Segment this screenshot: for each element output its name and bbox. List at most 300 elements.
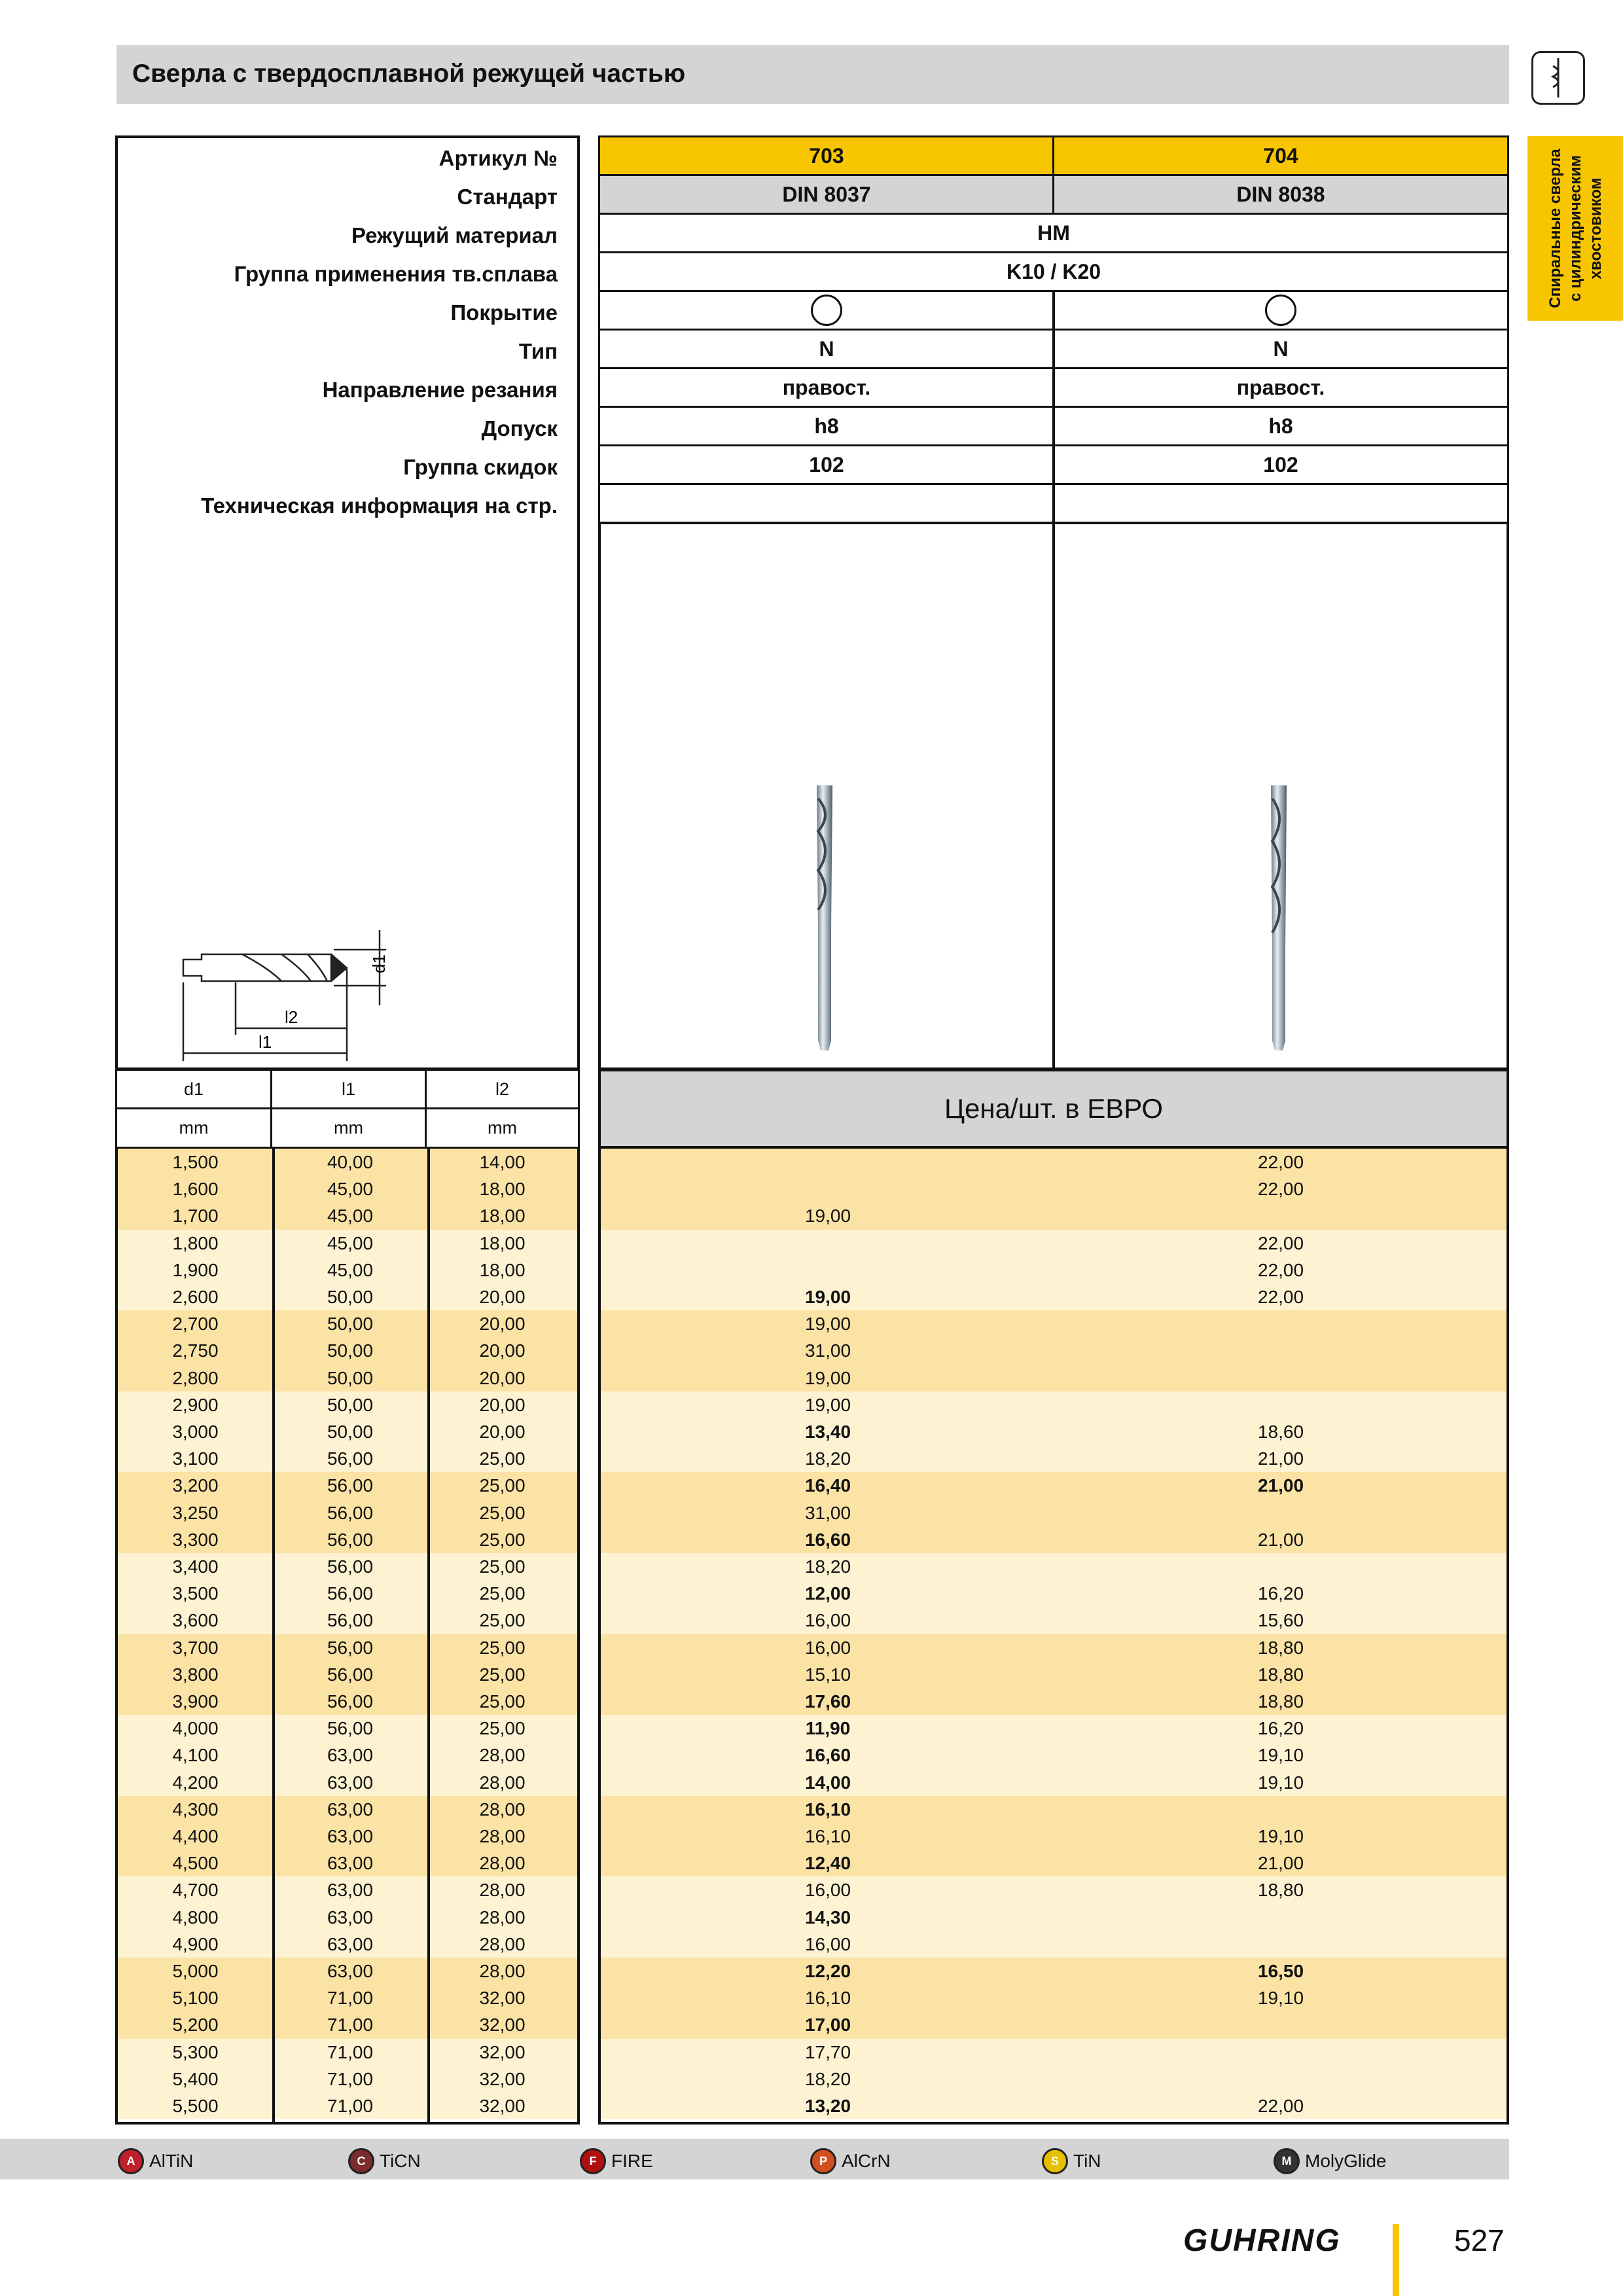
cell-l2: 32,00 — [479, 1988, 526, 2009]
cell-d1: 3,200 — [172, 1475, 219, 1496]
cell-d1: 4,700 — [172, 1880, 219, 1901]
cell-d1: 1,600 — [172, 1179, 219, 1200]
cell-d1: 2,750 — [172, 1340, 219, 1361]
cell-d1: 3,400 — [172, 1556, 219, 1577]
cell-l1: 56,00 — [327, 1664, 374, 1685]
cell-l1: 63,00 — [327, 1826, 374, 1846]
label-type: Тип — [518, 339, 558, 363]
cell-l2: 32,00 — [479, 2068, 526, 2089]
label-cutting-direction: Направление резания — [322, 378, 558, 402]
dimension-row — [118, 1472, 577, 1499]
cell-l2: 25,00 — [479, 1583, 526, 1604]
dimension-row — [118, 1418, 577, 1445]
price-703: 16,10 — [804, 1988, 851, 2009]
cell-l2: 28,00 — [479, 1745, 526, 1766]
cell-l2: 20,00 — [479, 1367, 526, 1388]
price-703: 12,20 — [804, 1961, 851, 1981]
dimension-row — [118, 1149, 577, 1175]
column-divider — [272, 1147, 275, 2122]
price-703: 14,00 — [804, 1772, 851, 1793]
price-703: 14,30 — [804, 1907, 851, 1928]
price-703: 17,60 — [804, 1691, 851, 1712]
cell-d1: 4,800 — [172, 1907, 219, 1928]
cell-l1: 56,00 — [327, 1502, 374, 1523]
cell-d1: 4,400 — [172, 1826, 219, 1846]
price-704: 21,00 — [1257, 1853, 1304, 1874]
dimension-row — [118, 2039, 577, 2066]
price-704: 22,00 — [1257, 1259, 1304, 1280]
price-row — [601, 1904, 1507, 1931]
cell-l1: 50,00 — [327, 1367, 374, 1388]
fire-coating-icon: F — [580, 2148, 606, 2174]
cell-l1: 63,00 — [327, 1772, 374, 1793]
price-703: 16,00 — [804, 1637, 851, 1658]
price-header: Цена/шт. в ЕВРО — [598, 1069, 1509, 1149]
cell-d1: 4,000 — [172, 1718, 219, 1739]
cell-l2: 25,00 — [479, 1718, 526, 1739]
dimension-row — [118, 2011, 577, 2038]
price-703: 13,20 — [804, 2096, 851, 2116]
cell-d1: 3,600 — [172, 1610, 219, 1631]
legend-label: MolyGlide — [1305, 2151, 1387, 2171]
cell-d1: 5,100 — [172, 1988, 219, 2009]
cell-d1: 3,100 — [172, 1448, 219, 1469]
tolerance-704-cell: h8 — [1052, 406, 1509, 446]
price-row — [601, 1230, 1507, 1257]
cell-l2: 18,00 — [479, 1259, 526, 1280]
type-704-cell: N — [1052, 329, 1509, 369]
cell-d1: 4,500 — [172, 1853, 219, 1874]
price-704: 18,80 — [1257, 1691, 1304, 1712]
price-703: 13,40 — [804, 1422, 851, 1442]
price-703: 31,00 — [804, 1340, 851, 1361]
brand-logo: GUHRING — [1183, 2223, 1341, 2258]
price-704: 22,00 — [1257, 1179, 1304, 1200]
cell-d1: 4,200 — [172, 1772, 219, 1793]
ticn-coating-icon: C — [348, 2148, 374, 2174]
page-header — [116, 45, 1509, 104]
price-row — [601, 1337, 1507, 1364]
col-d1-header: d1 — [115, 1069, 272, 1109]
price-row — [601, 1499, 1507, 1526]
cell-l1: 56,00 — [327, 1583, 374, 1604]
dimension-row — [118, 1931, 577, 1958]
legend-label: AlCrN — [842, 2151, 891, 2171]
legend-item — [1274, 2148, 1386, 2174]
price-704: 22,00 — [1257, 2096, 1304, 2116]
page-title: Сверла с твердосплавной режущей частью — [132, 60, 686, 88]
cell-l2: 25,00 — [479, 1637, 526, 1658]
dimension-row — [118, 1499, 577, 1526]
category-side-tab[interactable] — [1527, 136, 1623, 321]
price-703: 18,20 — [804, 2068, 851, 2089]
cell-l1: 63,00 — [327, 1745, 374, 1766]
dimension-row — [118, 1769, 577, 1796]
legend-label: TiN — [1073, 2151, 1101, 2171]
price-704: 22,00 — [1257, 1287, 1304, 1307]
dimension-row — [118, 1607, 577, 1634]
price-row — [601, 1688, 1507, 1715]
cell-l1: 50,00 — [327, 1340, 374, 1361]
dimension-row — [118, 1526, 577, 1553]
price-703: 16,00 — [804, 1610, 851, 1631]
price-703: 18,20 — [804, 1556, 851, 1577]
price-row — [601, 1445, 1507, 1472]
label-discount-group: Группа скидок — [403, 455, 558, 479]
cell-l1: 50,00 — [327, 1394, 374, 1415]
label-tolerance: Допуск — [481, 416, 558, 440]
col-d1-unit: mm — [115, 1107, 272, 1149]
legend-label: TiCN — [380, 2151, 421, 2171]
tech-info-704-cell[interactable] — [1052, 483, 1509, 524]
cell-d1: 3,300 — [172, 1529, 219, 1550]
cell-l1: 56,00 — [327, 1448, 374, 1469]
cell-d1: 1,700 — [172, 1206, 219, 1227]
cell-l2: 32,00 — [479, 2096, 526, 2116]
dimension-row — [118, 1796, 577, 1823]
price-703: 19,00 — [804, 1287, 851, 1307]
cell-l1: 56,00 — [327, 1475, 374, 1496]
dimension-row — [118, 1445, 577, 1472]
drill-704-image — [1253, 779, 1305, 1060]
price-703: 16,10 — [804, 1799, 851, 1820]
dimension-row — [118, 1310, 577, 1337]
price-704: 19,10 — [1257, 1772, 1304, 1793]
type-703-cell: N — [598, 329, 1055, 369]
price-row — [601, 1202, 1507, 1229]
cell-l2: 28,00 — [479, 1907, 526, 1928]
price-row — [601, 1391, 1507, 1418]
price-row — [601, 1149, 1507, 1175]
price-704: 18,80 — [1257, 1880, 1304, 1901]
discount-704-cell: 102 — [1052, 444, 1509, 485]
dimension-row — [118, 1742, 577, 1768]
price-704: 22,00 — [1257, 1232, 1304, 1253]
cell-l1: 45,00 — [327, 1179, 374, 1200]
cell-l1: 56,00 — [327, 1718, 374, 1739]
legend-item — [118, 2148, 193, 2174]
price-row — [601, 1526, 1507, 1553]
drill-703-image — [798, 779, 851, 1060]
price-703: 17,70 — [804, 2041, 851, 2062]
dimension-row — [118, 1823, 577, 1850]
dimension-row — [118, 1958, 577, 1984]
material-cell: HM — [598, 213, 1509, 253]
spec-labels-panel — [115, 135, 580, 1070]
price-row — [601, 1876, 1507, 1903]
legend-item — [348, 2148, 421, 2174]
cell-l1: 63,00 — [327, 1907, 374, 1928]
dim-l2-label: l2 — [285, 1007, 298, 1027]
label-coating: Покрытие — [450, 300, 558, 325]
cell-l1: 40,00 — [327, 1152, 374, 1172]
dimension-row — [118, 2092, 577, 2119]
price-704: 15,60 — [1257, 1610, 1304, 1631]
dimension-row — [118, 1715, 577, 1742]
price-703: 31,00 — [804, 1502, 851, 1523]
price-703: 17,00 — [804, 2015, 851, 2036]
price-703: 16,00 — [804, 1933, 851, 1954]
price-row — [601, 1742, 1507, 1768]
price-704: 18,60 — [1257, 1422, 1304, 1442]
cell-l1: 63,00 — [327, 1880, 374, 1901]
legend-item — [810, 2148, 891, 2174]
cell-d1: 4,300 — [172, 1799, 219, 1820]
price-row — [601, 2039, 1507, 2066]
uncoated-circle-icon — [811, 295, 842, 326]
dimension-row — [118, 1876, 577, 1903]
price-704: 16,50 — [1257, 1961, 1304, 1981]
price-703: 19,00 — [804, 1394, 851, 1415]
cell-l2: 28,00 — [479, 1880, 526, 1901]
price-row — [601, 1796, 1507, 1823]
cell-d1: 1,900 — [172, 1259, 219, 1280]
cell-l1: 71,00 — [327, 2096, 374, 2116]
dim-l1-label: l1 — [259, 1032, 272, 1052]
alcrn-coating-icon: P — [810, 2148, 836, 2174]
cell-l2: 25,00 — [479, 1610, 526, 1631]
cell-l2: 25,00 — [479, 1529, 526, 1550]
col-l2-unit: mm — [425, 1107, 580, 1149]
cell-l1: 56,00 — [327, 1556, 374, 1577]
price-row — [601, 1553, 1507, 1580]
dimension-row — [118, 1553, 577, 1580]
molyglide-coating-icon: M — [1274, 2148, 1300, 2174]
price-703: 16,60 — [804, 1745, 851, 1766]
drill-dimension-diagram — [170, 910, 537, 1067]
price-row — [601, 1310, 1507, 1337]
cell-d1: 5,200 — [172, 2015, 219, 2036]
dimension-row — [118, 2066, 577, 2092]
cell-l1: 71,00 — [327, 2068, 374, 2089]
standard-704-cell: DIN 8038 — [1052, 174, 1509, 215]
label-carbide-group: Группа применения тв.сплава — [234, 262, 558, 286]
cell-l2: 28,00 — [479, 1933, 526, 1954]
price-703: 19,00 — [804, 1314, 851, 1335]
cell-l2: 25,00 — [479, 1664, 526, 1685]
coating-704-cell — [1052, 290, 1509, 331]
column-divider — [427, 1147, 430, 2122]
price-703: 16,00 — [804, 1880, 851, 1901]
price-704: 16,20 — [1257, 1583, 1304, 1604]
cell-l1: 45,00 — [327, 1259, 374, 1280]
cell-l1: 45,00 — [327, 1232, 374, 1253]
legend-item — [1042, 2148, 1101, 2174]
price-row — [601, 1931, 1507, 1958]
price-row — [601, 2066, 1507, 2092]
cell-l2: 32,00 — [479, 2041, 526, 2062]
cell-l1: 56,00 — [327, 1529, 374, 1550]
price-704: 21,00 — [1257, 1529, 1304, 1550]
legend-label: FIRE — [611, 2151, 653, 2171]
cell-d1: 5,000 — [172, 1961, 219, 1981]
tech-info-703-cell[interactable] — [598, 483, 1055, 524]
dimension-row — [118, 1202, 577, 1229]
price-row — [601, 2092, 1507, 2119]
price-703: 18,20 — [804, 1448, 851, 1469]
cell-d1: 3,700 — [172, 1637, 219, 1658]
dimension-row — [118, 1634, 577, 1661]
cell-l1: 50,00 — [327, 1314, 374, 1335]
cell-l2: 25,00 — [479, 1448, 526, 1469]
dimension-row — [118, 1283, 577, 1310]
dimension-row — [118, 1175, 577, 1202]
price-703: 16,40 — [804, 1475, 851, 1496]
price-703: 19,00 — [804, 1367, 851, 1388]
cell-l1: 71,00 — [327, 2041, 374, 2062]
tolerance-703-cell: h8 — [598, 406, 1055, 446]
cell-d1: 4,100 — [172, 1745, 219, 1766]
cell-d1: 3,800 — [172, 1664, 219, 1685]
price-703: 15,10 — [804, 1664, 851, 1685]
price-row — [601, 1715, 1507, 1742]
legend-item — [580, 2148, 653, 2174]
dimension-row — [118, 1230, 577, 1257]
cell-d1: 2,700 — [172, 1314, 219, 1335]
article-704-cell: 704 — [1052, 135, 1509, 176]
col-l1-unit: mm — [270, 1107, 427, 1149]
price-row — [601, 1769, 1507, 1796]
dimension-row — [118, 1365, 577, 1391]
price-row — [601, 1580, 1507, 1607]
cell-d1: 3,000 — [172, 1422, 219, 1442]
price-704: 19,10 — [1257, 1988, 1304, 2009]
uncoated-circle-icon — [1265, 295, 1296, 326]
price-704: 18,80 — [1257, 1664, 1304, 1685]
cell-d1: 4,900 — [172, 1933, 219, 1954]
cell-d1: 2,800 — [172, 1367, 219, 1388]
cell-l2: 32,00 — [479, 2015, 526, 2036]
cell-d1: 5,300 — [172, 2041, 219, 2062]
cell-d1: 1,800 — [172, 1232, 219, 1253]
cell-l2: 18,00 — [479, 1179, 526, 1200]
altin-coating-icon: A — [118, 2148, 144, 2174]
cell-d1: 5,500 — [172, 2096, 219, 2116]
discount-703-cell: 102 — [598, 444, 1055, 485]
price-704: 18,80 — [1257, 1637, 1304, 1658]
side-tab-line: Спиральные сверла — [1546, 149, 1564, 308]
cell-l1: 50,00 — [327, 1422, 374, 1442]
cell-l2: 20,00 — [479, 1422, 526, 1442]
price-703: 12,00 — [804, 1583, 851, 1604]
dim-d1-label: d1 — [369, 954, 389, 973]
dimension-row — [118, 1337, 577, 1364]
side-tab-line: хвостовиком — [1586, 177, 1605, 279]
price-row — [601, 1472, 1507, 1499]
cell-l1: 63,00 — [327, 1933, 374, 1954]
price-row — [601, 1958, 1507, 1984]
price-703: 19,00 — [804, 1206, 851, 1227]
coating-703-cell — [598, 290, 1055, 331]
brand-accent-bar — [1393, 2224, 1399, 2296]
cell-l1: 71,00 — [327, 2015, 374, 2036]
dimension-row — [118, 1688, 577, 1715]
cell-l2: 25,00 — [479, 1475, 526, 1496]
price-row — [601, 1661, 1507, 1688]
cell-l2: 25,00 — [479, 1502, 526, 1523]
cell-l2: 25,00 — [479, 1556, 526, 1577]
cell-l1: 56,00 — [327, 1637, 374, 1658]
side-tab-line: с цилиндрическим — [1566, 155, 1584, 302]
dimension-row — [118, 1984, 577, 2011]
cell-l1: 45,00 — [327, 1206, 374, 1227]
label-standard: Стандарт — [457, 185, 558, 209]
price-row — [601, 2011, 1507, 2038]
price-row — [601, 1175, 1507, 1202]
cell-l2: 18,00 — [479, 1206, 526, 1227]
cell-l1: 71,00 — [327, 1988, 374, 2009]
price-row — [601, 1365, 1507, 1391]
cell-d1: 2,900 — [172, 1394, 219, 1415]
cell-l2: 25,00 — [479, 1691, 526, 1712]
carbide-group-cell: K10 / K20 — [598, 251, 1509, 292]
price-704: 21,00 — [1257, 1475, 1304, 1496]
cell-d1: 3,900 — [172, 1691, 219, 1712]
cell-d1: 2,600 — [172, 1287, 219, 1307]
cell-l1: 63,00 — [327, 1853, 374, 1874]
direction-704-cell: правост. — [1052, 367, 1509, 408]
col-l2-header: l2 — [425, 1069, 580, 1109]
cell-l2: 28,00 — [479, 1826, 526, 1846]
label-tech-info: Техническая информация на стр. — [201, 493, 558, 518]
label-article: Артикул № — [438, 146, 558, 170]
cell-l2: 20,00 — [479, 1340, 526, 1361]
price-row — [601, 1418, 1507, 1445]
cell-l2: 14,00 — [479, 1152, 526, 1172]
cell-d1: 5,400 — [172, 2068, 219, 2089]
dimension-table — [115, 1147, 580, 2125]
article-703-cell: 703 — [598, 135, 1055, 176]
cell-l2: 18,00 — [479, 1232, 526, 1253]
direction-703-cell: правост. — [598, 367, 1055, 408]
drill-category-icon — [1531, 51, 1585, 105]
standard-703-cell: DIN 8037 — [598, 174, 1055, 215]
page-number: 527 — [1454, 2223, 1505, 2257]
price-row — [601, 1257, 1507, 1283]
price-703: 11,90 — [805, 1718, 851, 1739]
price-703: 16,60 — [804, 1529, 851, 1550]
cell-d1: 3,250 — [172, 1502, 219, 1523]
dimension-row — [118, 1661, 577, 1688]
price-703: 16,10 — [804, 1826, 851, 1846]
legend-label: AlTiN — [149, 2151, 194, 2171]
cell-l1: 63,00 — [327, 1799, 374, 1820]
cell-d1: 1,500 — [172, 1152, 219, 1172]
price-row — [601, 1823, 1507, 1850]
price-row — [601, 1984, 1507, 2011]
cell-l2: 28,00 — [479, 1853, 526, 1874]
label-cutting-material: Режущий материал — [351, 223, 558, 247]
price-row — [601, 1850, 1507, 1876]
price-704: 16,20 — [1257, 1718, 1304, 1739]
cell-l1: 56,00 — [327, 1610, 374, 1631]
cell-l2: 28,00 — [479, 1772, 526, 1793]
price-704: 19,10 — [1257, 1826, 1304, 1846]
cell-l2: 20,00 — [479, 1287, 526, 1307]
dimension-row — [118, 1257, 577, 1283]
cell-l1: 56,00 — [327, 1691, 374, 1712]
price-row — [601, 1283, 1507, 1310]
price-row — [601, 1634, 1507, 1661]
dimension-row — [118, 1904, 577, 1931]
cell-l2: 20,00 — [479, 1314, 526, 1335]
dimension-row — [118, 1391, 577, 1418]
price-704: 21,00 — [1257, 1448, 1304, 1469]
price-table — [598, 1147, 1509, 2125]
cell-l2: 28,00 — [479, 1799, 526, 1820]
tin-coating-icon: S — [1042, 2148, 1068, 2174]
cell-l1: 50,00 — [327, 1287, 374, 1307]
